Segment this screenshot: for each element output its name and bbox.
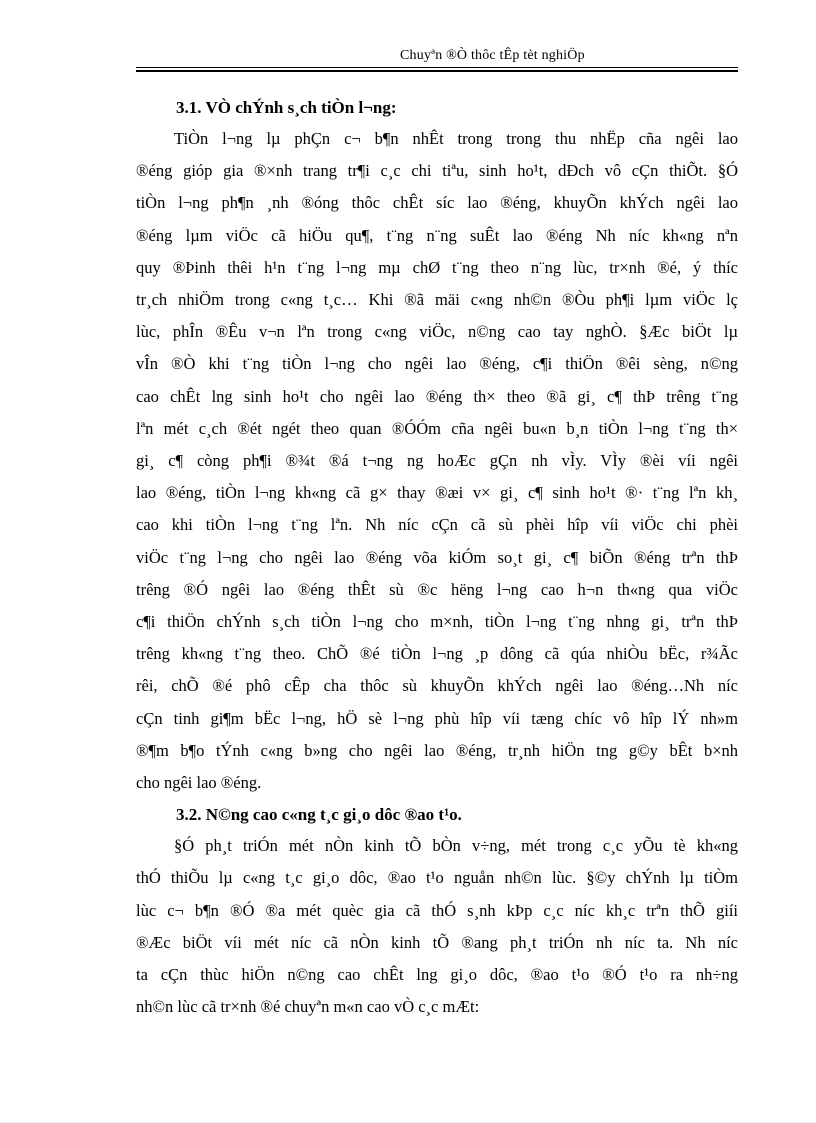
section-paragraph-3-2: [136, 830, 738, 1023]
text-line: lùc c¬ b¶n ®Ó ®a mét quèc gia cã thÓ s¸nh kÞp c¸c níc kh¸c trªn thÕ giíi: [136, 900, 738, 920]
text-line: cÇn tinh gi¶m bËc l¬ng, hÖ sè l¬ng phù hîp víi tæng chíc vô hîp lÝ nh»m: [136, 708, 738, 728]
text-line: gi¸ c¶ còng ph¶i ®¾t ®á t¬ng ng hoÆc gÇn nh vÌy. VÌy ®èi víi ngêi: [136, 451, 738, 471]
text-line: trêng kh«ng t¨ng theo. ChÕ ®é tiÒn l¬ng ¸p dông cã qúa nhiÒu bËc, r¾Ãc: [136, 644, 738, 664]
text-line: cao chÊt lng sinh ho¹t cho ngêi lao ®éng th× theo ®ã gi¸ c¶ thÞ trêng t¨ng: [136, 386, 738, 406]
section-paragraph-3-1: [136, 123, 738, 799]
text-line: viÖc t¨ng l¬ng cho ngêi lao ®éng võa kiÓm so¸t gi¸ c¶ biÕn ®éng trªn thÞ: [136, 547, 738, 567]
text-line: ta cÇn thùc hiÖn n©ng cao chÊt lng gi¸o dôc, ®ao t¹o ®Ó t¹o ra nh÷ng: [136, 965, 738, 985]
section-heading-3-2: 3.2. N©ng cao c«ng t¸c gi¸o dôc ®ao t¹o.: [176, 805, 462, 825]
text-line: TiÒn l¬ng lµ phÇn c¬ b¶n nhÊt trong trong thu nhËp cña ngêi lao: [174, 129, 738, 148]
text-line: cao khi tiÒn l¬ng t¨ng lªn. Nh níc cÇn cã sù phèi hîp víi viÖc chi phèi: [136, 515, 738, 535]
text-line: cho ngêi lao ®éng.: [136, 773, 262, 793]
header-rule: [136, 67, 738, 68]
text-line: tr¸ch nhiÖm trong c«ng t¸c… Khi ®ã mäi c«ng nh©n ®Òu ph¶i lµm viÖc lç: [136, 290, 738, 310]
text-line: ®éng lµm viÖc cã hiÖu qu¶, t¨ng n¨ng suÊt lao ®éng Nh níc kh«ng nªn: [136, 225, 738, 245]
text-line: lùc, phÎn ®Êu v¬n lªn trong c«ng viÖc, n©ng cao tay nghÒ. §Æc biÖt lµ: [136, 322, 738, 342]
document-body: [136, 92, 738, 1023]
text-line: quy ®Þinh thêi h¹n t¨ng l¬ng mµ chØ t¨ng theo n¨ng lùc, tr×nh ®é, ý thíc: [136, 257, 738, 277]
header-rule-double: [136, 70, 738, 72]
text-line: trêng ®Ó ngêi lao ®éng thÊt sù ®c hëng l¬ng cao h¬n th«ng qua viÖc: [136, 579, 738, 599]
text-line: tiÒn l¬ng ph¶n ¸nh ®óng thôc chÊt síc lao ®éng, khuyÕn khÝch ngêi lao: [136, 193, 738, 213]
text-line: ®éng gióp gia ®×nh trang tr¶i c¸c chi tiªu, sinh ho¹t, dÐch vô cÇn thiÕt. §Ó: [136, 161, 738, 181]
text-line: ®Æc biÖt víi mét níc cã nÒn kinh tÕ ®ang ph¸t triÓn nh níc ta. Nh níc: [136, 932, 738, 952]
text-line: nh©n lùc cã tr×nh ®é chuyªn m«n cao vÒ c¸c mÆt:: [136, 997, 480, 1017]
text-line: thÓ thiÕu lµ c«ng t¸c gi¸o dôc, ®ao t¹o nguån nh©n lùc. §©y chÝnh lµ tiÒm: [136, 868, 738, 888]
text-line: §Ó ph¸t triÓn mét nÒn kinh tÕ bÒn v÷ng, mét trong c¸c yÕu tè kh«ng: [174, 836, 738, 856]
section-heading-3-1: 3.1. VÒ chÝnh s¸ch tiÒn l¬ng:: [176, 98, 397, 117]
text-line: c¶i thiÖn chÝnh s¸ch tiÒn l¬ng cho m×nh, tiÒn l¬ng t¨ng nhng gi¸ trªn thÞ: [136, 612, 738, 632]
text-line: rêi, chÕ ®é phô cÊp cha thôc sù khuyÕn khÝch ngêi lao ®éng…Nh níc: [136, 676, 738, 696]
text-line: ®¶m b¶o tÝnh c«ng b»ng cho ngêi lao ®éng, tr¸nh hiÖn tng g©y bÊt b×nh: [136, 740, 738, 760]
running-header: Chuyªn ®Ò thôc tÊp tèt nghiÖp: [400, 48, 585, 63]
text-line: lªn mét c¸ch ®ét ngét theo quan ®ÓÓm cña ngêi bu«n b¸n tiÒn l¬ng t¨ng th×: [136, 418, 738, 438]
text-line: lao ®éng, tiÒn l¬ng kh«ng cã g× thay ®æi v× gi¸ c¶ sinh ho¹t ®· t¨ng lªn kh¸: [136, 483, 738, 503]
text-line: vÎn ®Ò khi t¨ng tiÒn l¬ng cho ngêi lao ®éng, c¶i thiÖn ®êi sèng, n©ng: [136, 354, 738, 374]
